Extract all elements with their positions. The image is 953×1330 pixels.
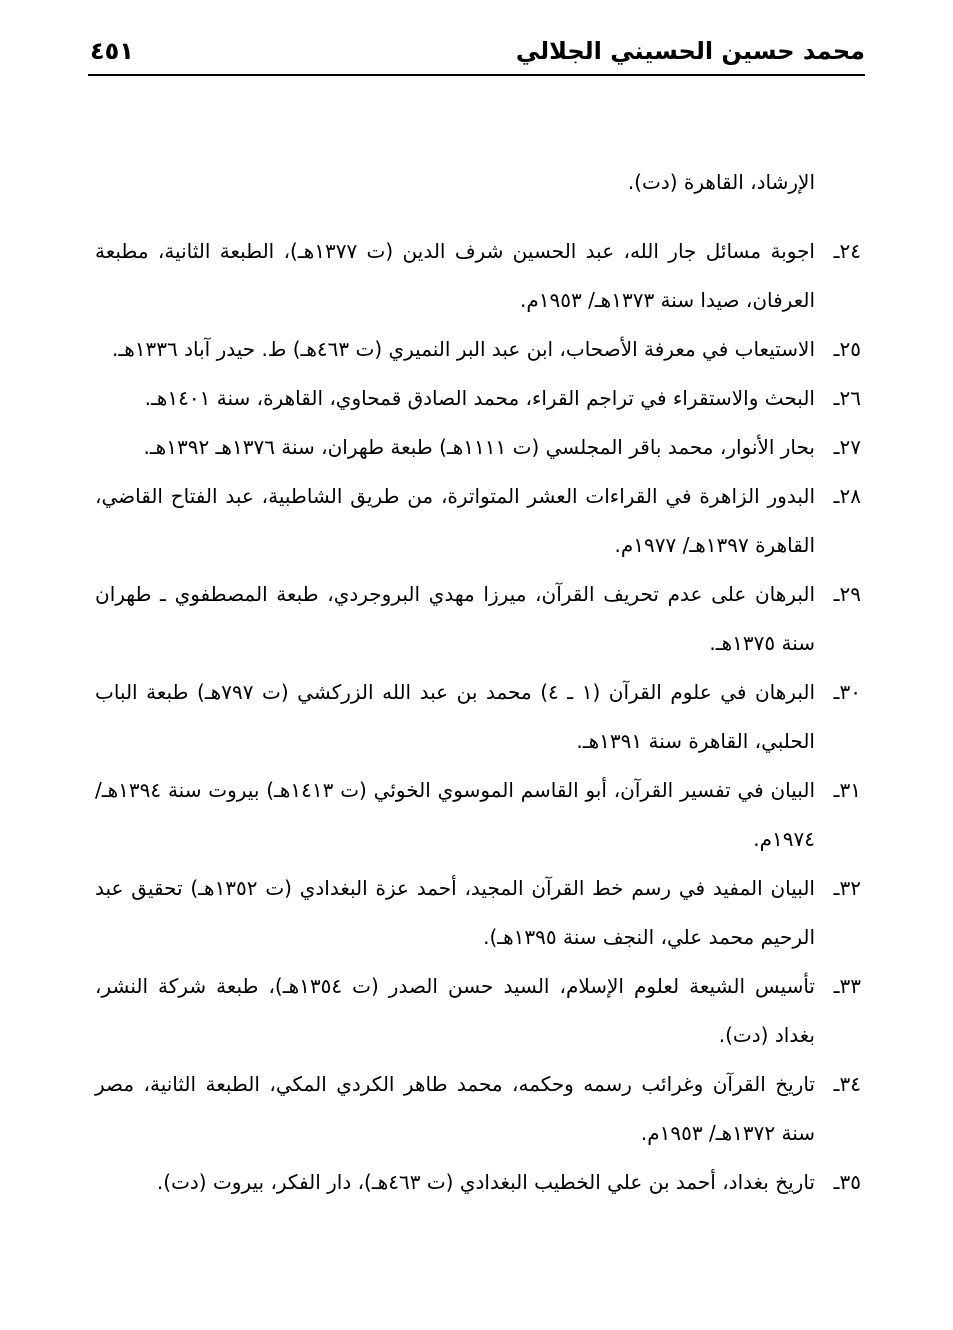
bibliography-entry — [95, 374, 861, 423]
page-header — [88, 30, 865, 76]
bibliography-entry — [95, 668, 861, 766]
entry-text: البيان المفيد في رسم خط القرآن المجيد، أحمد عزة البغدادي (ت ١٣٥٢هـ) تحقيق عبد الرحيم محمد علي، النجف سنة ١٣٩٥هـ). — [95, 876, 815, 949]
entry-text: تأسيس الشيعة لعلوم الإسلام، السيد حسن الصدر (ت ١٣٥٤هـ)، طبعة شركة النشر، بغداد (دت). — [95, 974, 815, 1047]
entry-number: ٢٨ـ — [833, 484, 861, 508]
entry-text: البرهان على عدم تحريف القرآن، ميرزا مهدي البروجردي، طبعة المصطفوي ـ طهران سنة ١٣٧٥هـ. — [95, 582, 815, 655]
bibliography-entry — [95, 1060, 861, 1158]
bibliography-entry — [95, 962, 861, 1060]
bibliography-entry — [95, 423, 861, 472]
bibliography-entry — [95, 227, 861, 325]
entry-number: ٢٧ـ — [833, 435, 861, 459]
entry-number: ٣١ـ — [833, 778, 861, 802]
entry-number: ٣٤ـ — [833, 1072, 861, 1096]
entry-text: تاريخ بغداد، أحمد بن علي الخطيب البغدادي (ت ٤٦٣هـ)، دار الفكر، بيروت (دت). — [156, 1170, 815, 1194]
entry-text: اجوبة مسائل جار الله، عبد الحسين شرف الدين (ت ١٣٧٧هـ)، الطبعة الثانية، مطبعة العرفان، صيدا سنة ١٣٧٣هـ/ ١٩٥٣م. — [95, 239, 815, 312]
entry-number: ٢٥ـ — [833, 337, 861, 361]
bibliography-list — [95, 138, 861, 1207]
entry-text: تاريخ القرآن وغرائب رسمه وحكمه، محمد طاهر الكردي المكي، الطبعة الثانية، مصر سنة ١٣٧٢هـ/ ١٩٥٣م. — [95, 1072, 815, 1145]
entry-number: ٢٩ـ — [833, 582, 861, 606]
entry-number: ٢٦ـ — [833, 386, 861, 410]
bibliography-entry — [95, 864, 861, 962]
entry-text: البرهان في علوم القرآن (١ ـ ٤) محمد بن عبد الله الزركشي (ت ٧٩٧هـ) طبعة الباب الحلبي، القاهرة سنة ١٣٩١هـ. — [95, 680, 816, 753]
entry-text: البيان في تفسير القرآن، أبو القاسم الموسوي الخوئي (ت ١٤١٣هـ) بيروت سنة ١٣٩٤هـ/ ١٩٧٤م. — [95, 778, 815, 851]
continuation-line: الإرشاد، القاهرة (دت). — [627, 170, 815, 194]
entry-text: الاستيعاب في معرفة الأصحاب، ابن عبد البر النميري (ت ٤٦٣هـ) ط. حيدر آباد ١٣٣٦هـ. — [112, 337, 815, 361]
entry-text: البدور الزاهرة في القراءات العشر المتواترة، من طريق الشاطبية، عبد الفتاح القاضي، القاهرة ١٣٩٧هـ/ ١٩٧٧م. — [95, 484, 815, 557]
bibliography-entry — [95, 1158, 861, 1207]
bibliography-entry — [95, 766, 861, 864]
running-title: محمد حسين الحسيني الجلالي — [515, 37, 865, 65]
bibliography-entry — [95, 325, 861, 374]
entry-text: البحث والاستقراء في تراجم القراء، محمد الصادق قمحاوي، القاهرة، سنة ١٤٠١هـ. — [144, 386, 815, 410]
entry-number: ٣٠ـ — [833, 680, 861, 704]
entry-number: ٣٥ـ — [833, 1170, 861, 1194]
bibliography-entry — [95, 472, 861, 570]
entry-text: بحار الأنوار، محمد باقر المجلسي (ت ١١١١هـ) طبعة طهران، سنة ١٣٧٦هـ ١٣٩٢هـ. — [143, 435, 815, 459]
bibliography-entry — [95, 570, 861, 668]
entry-number: ٢٤ـ — [833, 239, 861, 263]
entry-number: ٣٣ـ — [833, 974, 861, 998]
page-number: ٤٥١ — [90, 37, 134, 65]
entry-number: ٣٢ـ — [833, 876, 861, 900]
